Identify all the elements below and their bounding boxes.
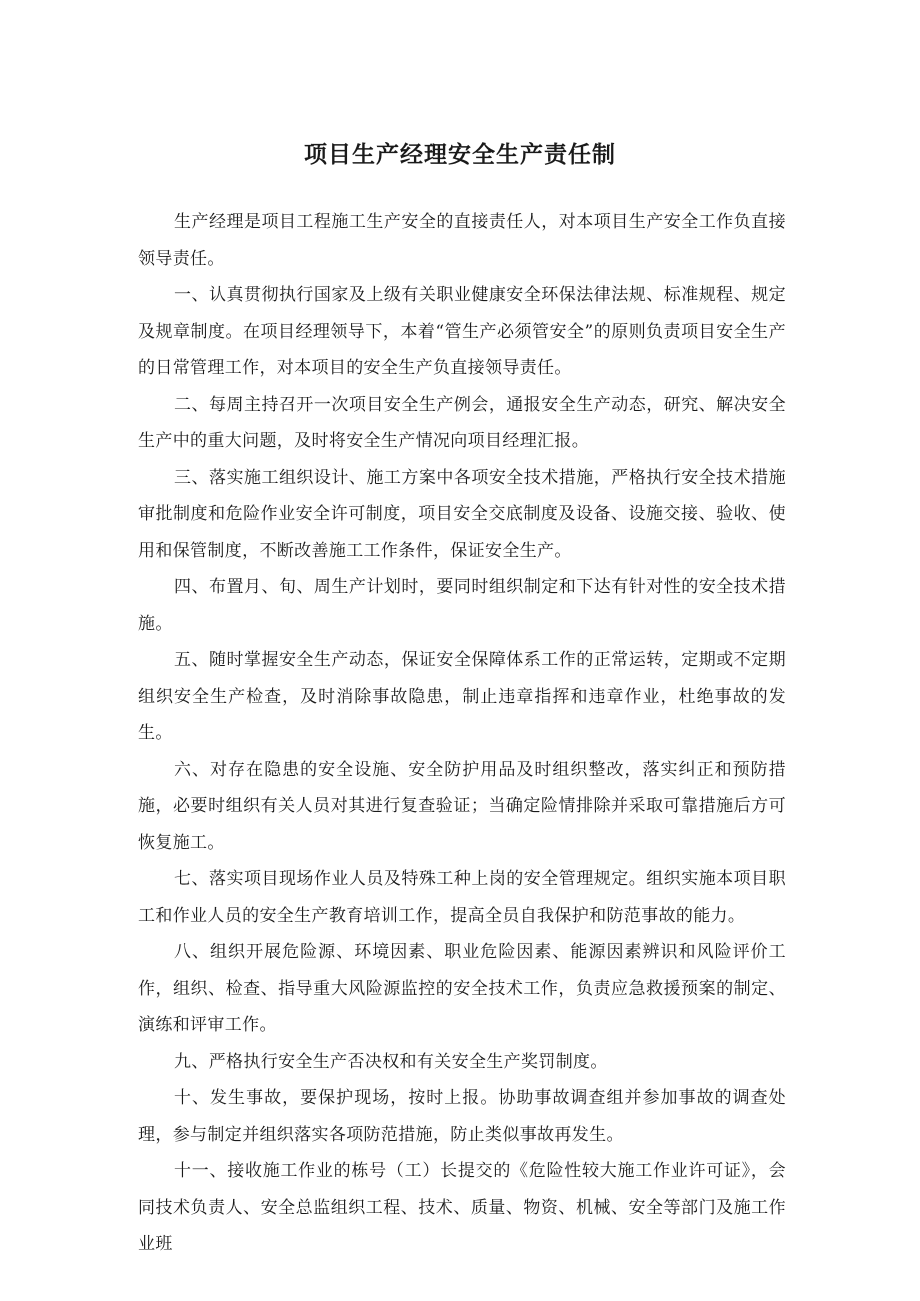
paragraph-item-3: 三、落实施工组织设计、施工方案中各项安全技术措施，严格执行安全技术措施审批制度和危险作业安全许可制度，项目安全交底制度及设备、设施交接、验收、使用和保管制度，不断改善施工工作条件，保证安全生产。: [138, 467, 786, 561]
paragraph-item-5: 五、随时掌握安全生产动态，保证安全保障体系工作的正常运转，定期或不定期组织安全生产检查，及时消除事故隐患，制止违章指挥和违章作业，杜绝事故的发生。: [138, 650, 786, 743]
paragraph-item-1: 一、认真贯彻执行国家及上级有关职业健康安全环保法律法规、标准规程、规定及规章制度。在项目经理领导下，本着“管生产必须管安全”的原则负责项目安全生产的日常管理工作，对本项目的安全生产负直接领导责任。: [138, 285, 786, 378]
paragraph-item-9: 九、严格执行安全生产否决权和有关安全生产奖罚制度。: [174, 1051, 608, 1072]
paragraph-item-8: 八、组织开展危险源、环境因素、职业危险因素、能源因素辨识和风险评价工作，组织、检查、指导重大风险源监控的安全技术工作，负责应急救援预案的制定、演练和评审工作。: [138, 942, 786, 1035]
paragraph-item-10: 十、发生事故，要保护现场，按时上报。协助事故调查组并参加事故的调查处理，参与制定并组织落实各项防范措施，防止类似事故再发生。: [138, 1088, 786, 1145]
paragraph-item-7: 七、落实项目现场作业人员及特殊工种上岗的安全管理规定。组织实施本项目职工和作业人员的安全生产教育培训工作，提高全员自我保护和防范事故的能力。: [138, 869, 786, 926]
paragraph-intro: 生产经理是项目工程施工生产安全的直接责任人，对本项目生产安全工作负直接领导责任。: [138, 212, 786, 269]
paragraph-item-2: 二、每周主持召开一次项目安全生产例会，通报安全生产动态，研究、解决安全生产中的重大问题，及时将安全生产情况向项目经理汇报。: [138, 394, 786, 451]
document-title: 项目生产经理安全生产责任制: [304, 141, 616, 169]
paragraph-item-6: 六、对存在隐患的安全设施、安全防护用品及时组织整改，落实纠正和预防措施，必要时组织有关人员对其进行复查验证；当确定险情排除并采取可靠措施后方可恢复施工。: [138, 759, 786, 853]
paragraph-item-4: 四、布置月、旬、周生产计划时，要同时组织制定和下达有针对性的安全技术措施。: [138, 577, 786, 634]
paragraph-item-11: 十一、接收施工作业的栋号（工）长提交的《危险性较大施工作业许可证》，会同技术负责人、安全总监组织工程、技术、质量、物资、机械、安全等部门及施工作业班: [138, 1161, 786, 1254]
document-body: [138, 204, 786, 1263]
